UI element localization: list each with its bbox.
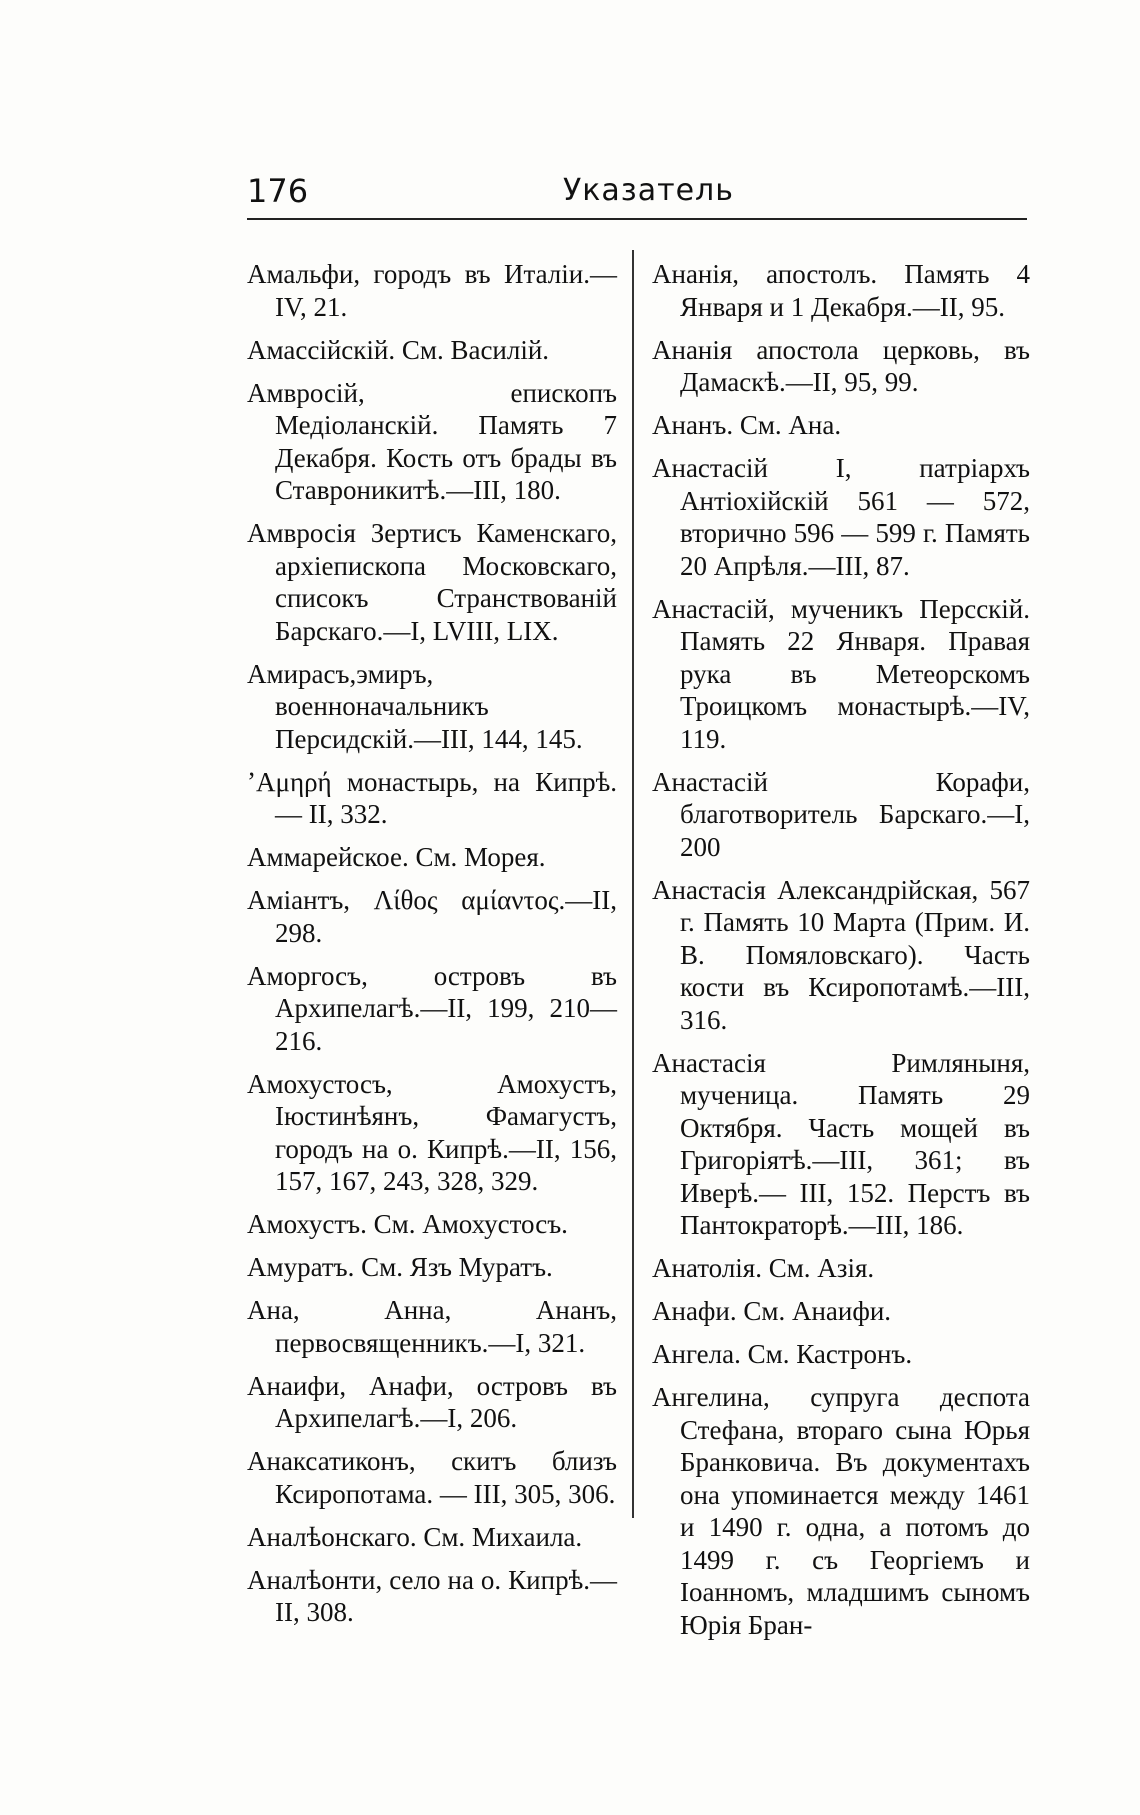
index-entry: Анастасія Александрійская, 567 г. Память 10 Марта (Прим. И. В. Помяловскаго). Часть кости въ Ксиропотамѣ.—III, 316. — [652, 874, 1030, 1035]
index-entry: Аналѣонти, село на о. Кипрѣ.— II, 308. — [247, 1564, 617, 1627]
index-entry: Ананія, апостолъ. Память 4 Января и 1 Декабря.—II, 95. — [652, 259, 1030, 322]
index-entry: Амальфи, городъ въ Италіи.— IV, 21. — [247, 259, 617, 322]
page-number: 176 — [247, 172, 309, 210]
index-entry: Аммарейское. См. Морея. — [247, 842, 546, 872]
index-entry: Ана, Анна, Ананъ, первосвященникъ.—I, 321. — [247, 1295, 617, 1358]
index-entry: Анастасія Римляныня, мученица. Память 29 Октября. Часть мощей въ Григоріятѣ.—III, 361; въ Иверѣ.— III, 152. Перстъ въ Пантократорѣ.—III, 186. — [652, 1047, 1030, 1240]
index-entry: Амвросій, епископъ Медіоланскій. Память 7 Декабря. Кость отъ брады въ Ставроникитѣ.—III, 180. — [247, 377, 617, 505]
index-entry: Амохустъ. См. Амохустосъ. — [247, 1209, 568, 1239]
index-entry: Амассійскій. См. Василій. — [247, 334, 550, 365]
page-header — [247, 168, 1027, 214]
index-entry: Анаифи, Анафи, островъ въ Архипелагѣ.—I, 206. — [247, 1370, 617, 1433]
index-entry: Амирасъ,эмиръ, военноначальникъ Персидскій.—III, 144, 145. — [247, 658, 583, 754]
header-rule — [247, 218, 1027, 220]
index-entry: Ангела. См. Кастронъ. — [652, 1339, 913, 1369]
index-entry: Анастасій Корафи, благотворитель Барскаго.—I, 200 — [652, 766, 1030, 862]
index-entry: Аміантъ, Λίθος αμίαντος.—II, 298. — [247, 885, 617, 948]
column-divider — [632, 250, 634, 1518]
index-entry: Ананъ. См. Ана. — [652, 410, 842, 440]
index-entry: Анафи. См. Анаифи. — [652, 1296, 892, 1326]
index-entry: Амуратъ. См. Язъ Муратъ. — [247, 1252, 553, 1282]
index-entry: Ананія апостола церковь, въ Дамаскѣ.—II, 95, 99. — [652, 334, 1030, 397]
index-entry: Анастасій, мученикъ Персскій. Память 22 Января. Правая рука въ Метеорскомъ Троицкомъ монастырѣ.—IV, 119. — [652, 593, 1030, 754]
index-column-right — [652, 258, 1030, 1652]
index-entry: Аморгосъ, островъ въ Архипелагѣ.—II, 199, 210—216. — [247, 960, 617, 1056]
index-entry: Аналѣонскаго. См. Михаила. — [247, 1521, 583, 1552]
index-entry: ʼΑμηρή монастырь, на Кипрѣ.— II, 332. — [247, 766, 617, 829]
index-entry: Амвросія Зертисъ Каменскаго, архіепископа Московскаго, списокъ Странствованій Барскаго.—I, LVIII, LIX. — [247, 518, 617, 646]
index-entry: Анаксатиконъ, скитъ близъ Ксиропотама. — III, 305, 306. — [247, 1446, 617, 1509]
index-entry: Анатолія. См. Азія. — [652, 1253, 875, 1283]
index-entry: Ангелина, супруга деспота Стефана, втораго сына Юрья Бранковича. Въ документахъ она упоминается между 1461 и 1490 г. одна, а потомъ до 1499 г. съ Георгіемъ и Іоанномъ, младшимъ сыномъ Юрія Бран- — [652, 1382, 1030, 1640]
index-column-left — [247, 258, 617, 1639]
index-entry: Анастасій I, патріархъ Антіохійскій 561 — 572, вторично 596 — 599 г. Память 20 Апрѣля.—III, 87. — [652, 453, 1030, 581]
page-title: Указатель — [563, 173, 734, 208]
index-entry: Амохустосъ, Амохустъ, Іюстинѣянъ, Фамагустъ, городъ на о. Кипрѣ.—II, 156, 157, 167, 243, 328, 329. — [247, 1068, 617, 1196]
